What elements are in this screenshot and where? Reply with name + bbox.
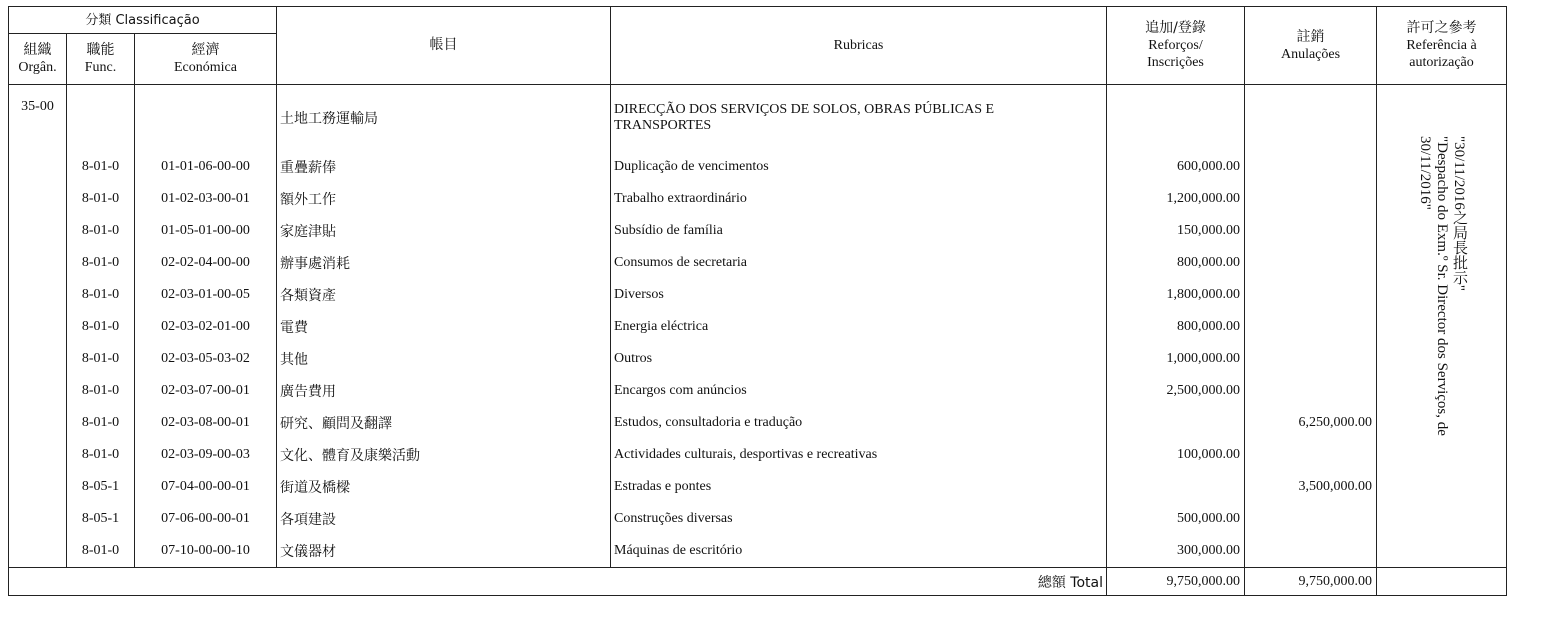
row-reforcos: 100,000.00 xyxy=(1107,439,1245,471)
row-name-pt: Estradas e pontes xyxy=(611,471,1107,503)
department-name-zh: 土地工務運輸局 xyxy=(277,85,611,152)
department-name-pt xyxy=(611,85,1107,152)
row-name-zh: 街道及橋樑 xyxy=(277,471,611,503)
table-row xyxy=(9,503,1507,535)
total-anulacoes: 9,750,000.00 xyxy=(1245,568,1377,596)
economic-header xyxy=(135,34,277,85)
table-row xyxy=(9,375,1507,407)
row-func-code: 8-01-0 xyxy=(67,279,135,311)
row-name-pt: Consumos de secretaria xyxy=(611,247,1107,279)
row-econ-code: 02-03-09-00-03 xyxy=(135,439,277,471)
row-anulacoes xyxy=(1245,503,1377,535)
cancellations-header-pt: Anulações xyxy=(1280,46,1341,62)
row-reforcos: 300,000.00 xyxy=(1107,535,1245,568)
row-name-zh: 家庭津貼 xyxy=(277,215,611,247)
table-row xyxy=(9,215,1507,247)
cancellations-header xyxy=(1245,7,1377,85)
row-econ-code: 02-03-07-00-01 xyxy=(135,375,277,407)
row-func-code: 8-05-1 xyxy=(67,503,135,535)
row-anulacoes: 3,500,000.00 xyxy=(1245,471,1377,503)
total-reforcos: 9,750,000.00 xyxy=(1107,568,1245,596)
table-row xyxy=(9,407,1507,439)
rubricas-header: Rubricas xyxy=(611,7,1107,85)
row-anulacoes xyxy=(1245,439,1377,471)
organic-header-pt: Orgân. xyxy=(18,60,57,75)
row-anulacoes xyxy=(1245,183,1377,215)
row-name-pt: Máquinas de escritório xyxy=(611,535,1107,568)
reference-header-zh: 許可之參考 xyxy=(1406,20,1477,36)
row-org-empty xyxy=(9,407,67,439)
row-func-code: 8-01-0 xyxy=(67,247,135,279)
row-name-pt: Encargos com anúncios xyxy=(611,375,1107,407)
row-func-code: 8-01-0 xyxy=(67,343,135,375)
row-org-empty xyxy=(9,375,67,407)
table-row xyxy=(9,471,1507,503)
row-anulacoes xyxy=(1245,535,1377,568)
classification-header: 分類 Classificação xyxy=(9,7,277,34)
row-org-empty xyxy=(9,279,67,311)
reference-line2: "Despacho do Exm.º Sr. Director dos Serviços, de xyxy=(1434,136,1450,436)
row-econ-code: 07-04-00-00-01 xyxy=(135,471,277,503)
authorization-reference-text xyxy=(1416,136,1467,516)
row-func-code: 8-01-0 xyxy=(67,375,135,407)
organic-header xyxy=(9,34,67,85)
row-name-zh: 各類資產 xyxy=(277,279,611,311)
department-name-pt-line2: TRANSPORTES xyxy=(614,118,712,133)
row-name-zh: 辦事處消耗 xyxy=(277,247,611,279)
row-reforcos: 600,000.00 xyxy=(1107,151,1245,183)
reinforcements-header-pt2: Inscrições xyxy=(1147,55,1204,70)
authorization-reference xyxy=(1377,85,1507,568)
row-anulacoes xyxy=(1245,343,1377,375)
row-func-code: 8-01-0 xyxy=(67,439,135,471)
functional-header-pt: Func. xyxy=(84,60,117,75)
row-econ-code: 02-02-04-00-00 xyxy=(135,247,277,279)
row-anulacoes xyxy=(1245,279,1377,311)
account-header: 帳目 xyxy=(277,7,611,85)
row-name-pt: Energia eléctrica xyxy=(611,311,1107,343)
row-func-code: 8-01-0 xyxy=(67,311,135,343)
row-reforcos: 150,000.00 xyxy=(1107,215,1245,247)
reinforcements-header xyxy=(1107,7,1245,85)
row-org-empty xyxy=(9,247,67,279)
economic-header-pt: Económica xyxy=(174,60,237,75)
table-row xyxy=(9,535,1507,568)
cancellations-header-zh: 註銷 xyxy=(1296,28,1325,45)
row-org-empty xyxy=(9,151,67,183)
table-row xyxy=(9,151,1507,183)
reference-line3: 30/11/2016" xyxy=(1417,136,1433,210)
functional-header xyxy=(67,34,135,85)
total-row xyxy=(9,568,1507,596)
row-name-pt: Construções diversas xyxy=(611,503,1107,535)
department-org-code: 35-00 xyxy=(9,85,67,152)
row-org-empty xyxy=(9,311,67,343)
table-row xyxy=(9,343,1507,375)
reference-line1: "30/11/2016之局長批示" xyxy=(1451,136,1467,292)
row-name-zh: 文化、體育及康樂活動 xyxy=(277,439,611,471)
department-name-pt-line1: DIRECÇÃO DOS SERVIÇOS DE SOLOS, OBRAS PÚBLICAS E xyxy=(614,102,995,117)
table-row xyxy=(9,247,1507,279)
row-name-pt: Diversos xyxy=(611,279,1107,311)
department-func-empty xyxy=(67,85,135,152)
row-anulacoes xyxy=(1245,311,1377,343)
row-reforcos: 800,000.00 xyxy=(1107,311,1245,343)
row-name-zh: 文儀器材 xyxy=(277,535,611,568)
row-reforcos: 2,500,000.00 xyxy=(1107,375,1245,407)
row-name-zh: 其他 xyxy=(277,343,611,375)
row-name-pt: Actividades culturais, desportivas e recreativas xyxy=(611,439,1107,471)
row-reforcos: 1,000,000.00 xyxy=(1107,343,1245,375)
row-anulacoes xyxy=(1245,215,1377,247)
row-reforcos: 1,200,000.00 xyxy=(1107,183,1245,215)
table-row xyxy=(9,439,1507,471)
row-name-zh: 研究、顧問及翻譯 xyxy=(277,407,611,439)
row-econ-code: 01-05-01-00-00 xyxy=(135,215,277,247)
row-name-pt: Estudos, consultadoria e tradução xyxy=(611,407,1107,439)
row-org-empty xyxy=(9,215,67,247)
row-org-empty xyxy=(9,183,67,215)
row-econ-code: 02-03-05-03-02 xyxy=(135,343,277,375)
total-label: 總額 Total xyxy=(9,568,1107,596)
row-name-zh: 額外工作 xyxy=(277,183,611,215)
row-econ-code: 01-01-06-00-00 xyxy=(135,151,277,183)
budget-document xyxy=(8,6,1507,596)
row-func-code: 8-01-0 xyxy=(67,535,135,568)
row-anulacoes xyxy=(1245,151,1377,183)
row-econ-code: 02-03-02-01-00 xyxy=(135,311,277,343)
functional-header-zh: 職能 xyxy=(86,42,115,58)
department-reforcos-empty xyxy=(1107,85,1245,152)
row-reforcos: 500,000.00 xyxy=(1107,503,1245,535)
row-reforcos: 800,000.00 xyxy=(1107,247,1245,279)
table-row xyxy=(9,279,1507,311)
budget-table xyxy=(8,6,1507,596)
row-econ-code: 07-06-00-00-01 xyxy=(135,503,277,535)
row-anulacoes xyxy=(1245,375,1377,407)
reinforcements-header-zh: 追加/登錄 xyxy=(1145,20,1206,36)
row-name-pt: Duplicação de vencimentos xyxy=(611,151,1107,183)
row-name-pt: Outros xyxy=(611,343,1107,375)
row-name-pt: Subsídio de família xyxy=(611,215,1107,247)
row-name-zh: 各項建設 xyxy=(277,503,611,535)
reference-header-pt1: Referência à xyxy=(1406,38,1477,53)
row-name-zh: 重疊薪俸 xyxy=(277,151,611,183)
reference-header xyxy=(1377,7,1507,85)
row-func-code: 8-01-0 xyxy=(67,183,135,215)
row-org-empty xyxy=(9,535,67,568)
row-org-empty xyxy=(9,439,67,471)
department-econ-empty xyxy=(135,85,277,152)
row-anulacoes xyxy=(1245,247,1377,279)
row-reforcos xyxy=(1107,407,1245,439)
row-org-empty xyxy=(9,343,67,375)
table-row xyxy=(9,183,1507,215)
row-name-zh: 廣告費用 xyxy=(277,375,611,407)
row-func-code: 8-01-0 xyxy=(67,215,135,247)
row-func-code: 8-05-1 xyxy=(67,471,135,503)
row-func-code: 8-01-0 xyxy=(67,151,135,183)
row-reforcos xyxy=(1107,471,1245,503)
row-org-empty xyxy=(9,471,67,503)
row-org-empty xyxy=(9,503,67,535)
row-reforcos: 1,800,000.00 xyxy=(1107,279,1245,311)
row-econ-code: 02-03-01-00-05 xyxy=(135,279,277,311)
row-econ-code: 02-03-08-00-01 xyxy=(135,407,277,439)
row-econ-code: 01-02-03-00-01 xyxy=(135,183,277,215)
economic-header-zh: 經濟 xyxy=(191,42,220,58)
department-row xyxy=(9,85,1507,152)
row-econ-code: 07-10-00-00-10 xyxy=(135,535,277,568)
total-reference-empty xyxy=(1377,568,1507,596)
table-row xyxy=(9,311,1507,343)
organic-header-zh: 組織 xyxy=(23,42,52,58)
reinforcements-header-pt1: Reforços/ xyxy=(1148,38,1203,53)
row-name-zh: 電費 xyxy=(277,311,611,343)
department-anulacoes-empty xyxy=(1245,85,1377,152)
reference-header-pt2: autorização xyxy=(1409,55,1474,70)
row-func-code: 8-01-0 xyxy=(67,407,135,439)
row-anulacoes: 6,250,000.00 xyxy=(1245,407,1377,439)
row-name-pt: Trabalho extraordinário xyxy=(611,183,1107,215)
